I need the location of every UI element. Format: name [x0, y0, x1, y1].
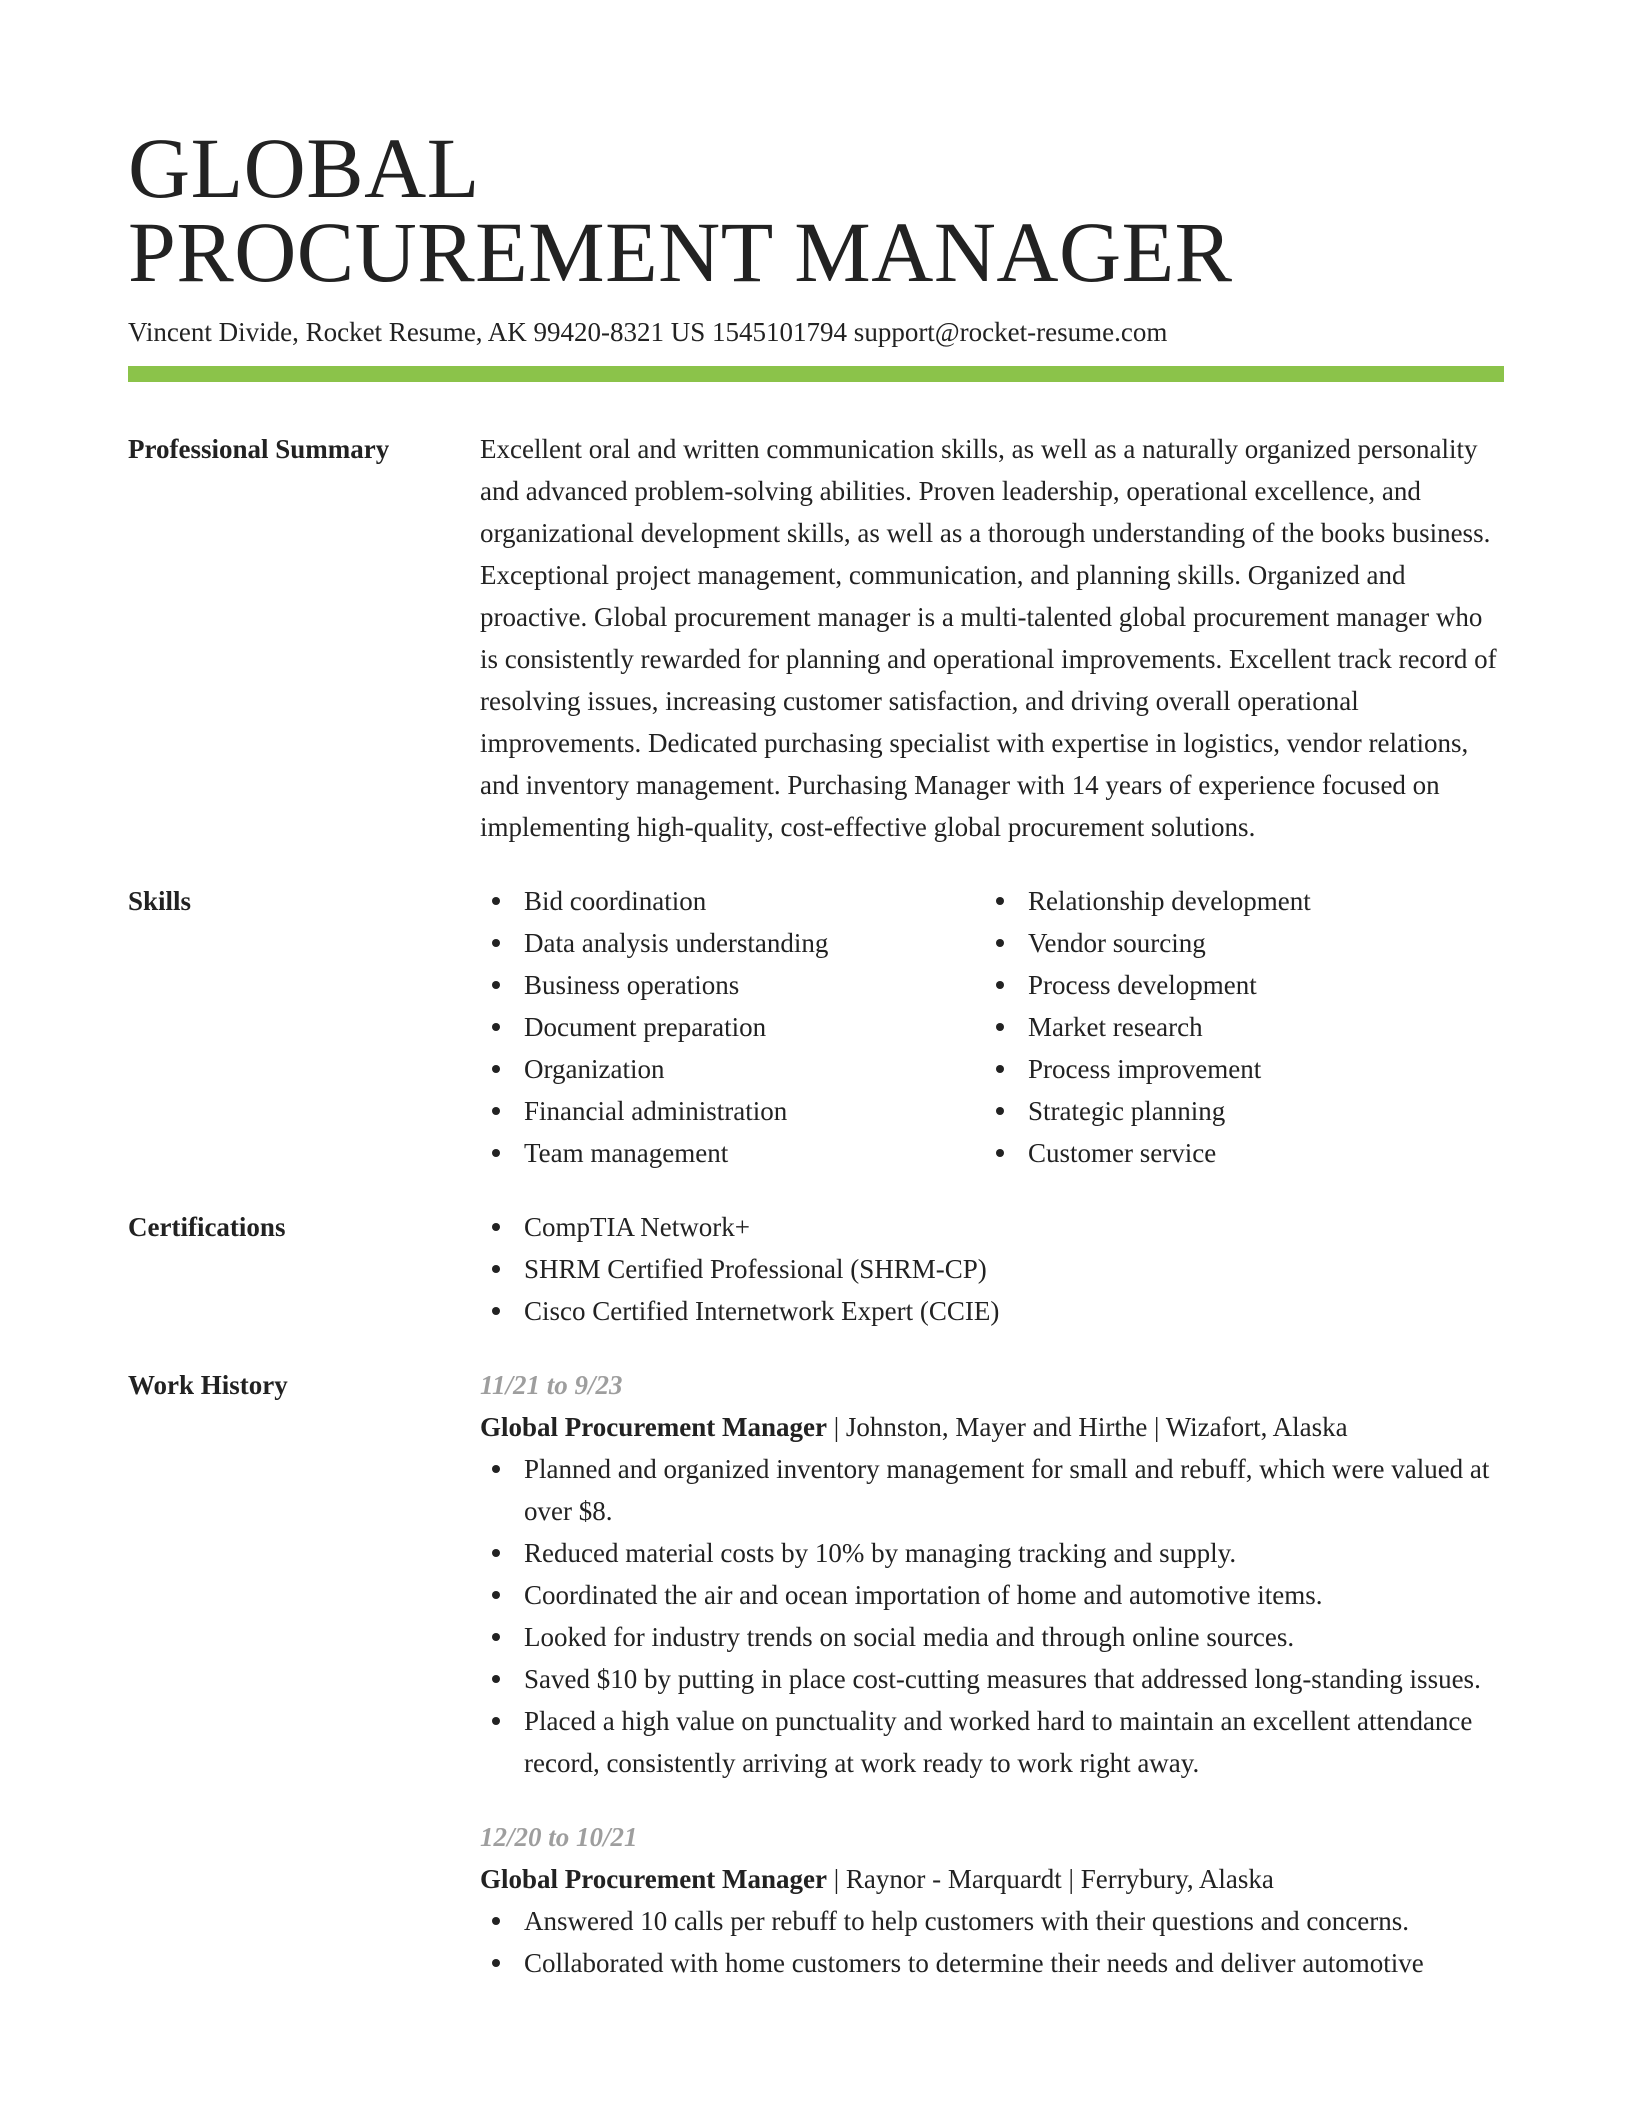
- skill-item: Vendor sourcing: [984, 922, 1488, 964]
- skill-item: Team management: [480, 1132, 984, 1174]
- skill-item: Bid coordination: [480, 880, 984, 922]
- section-label-summary: Professional Summary: [128, 434, 390, 464]
- job-bullet: Answered 10 calls per rebuff to help customers with their questions and concerns.: [480, 1900, 1504, 1942]
- skill-item: Process improvement: [984, 1048, 1488, 1090]
- job-title: Global Procurement Manager: [480, 1864, 827, 1894]
- certifications-section: [128, 1206, 1504, 1332]
- section-label-work-history: Work History: [128, 1370, 288, 1400]
- professional-summary-section: [128, 428, 1504, 848]
- job-heading: [480, 1406, 1504, 1448]
- job-bullets: [480, 1448, 1504, 1784]
- skill-item: Customer service: [984, 1132, 1488, 1174]
- job-bullet: Looked for industry trends on social media and through online sources.: [480, 1616, 1504, 1658]
- skill-item: Data analysis understanding: [480, 922, 984, 964]
- job-entry: [480, 1816, 1504, 1984]
- skills-list-left: [480, 880, 984, 1174]
- contact-info: Vincent Divide, Rocket Resume, AK 99420-8321 US 1545101794 support@rocket-resume.com: [128, 317, 1168, 347]
- skill-item: Document preparation: [480, 1006, 984, 1048]
- section-label-certifications: Certifications: [128, 1212, 286, 1242]
- skill-item: Market research: [984, 1006, 1488, 1048]
- job-bullet: Planned and organized inventory management for small and rebuff, which were valued at over $8.: [480, 1448, 1504, 1532]
- skill-item: Strategic planning: [984, 1090, 1488, 1132]
- job-dates: 12/20 to 10/21: [480, 1822, 638, 1852]
- job-entry: [480, 1364, 1504, 1784]
- skills-section: [128, 880, 1504, 1174]
- certifications-body: [480, 1206, 1504, 1332]
- job-dates: 11/21 to 9/23: [480, 1370, 623, 1400]
- job-bullets: [480, 1900, 1504, 1984]
- title-line-2: PROCUREMENT MANAGER: [128, 204, 1233, 300]
- title-line-1: GLOBAL: [128, 120, 480, 216]
- job-bullet: Placed a high value on punctuality and worked hard to maintain an excellent attendance record, consistently arriving at work ready to work right away.: [480, 1700, 1504, 1784]
- section-label-skills: Skills: [128, 886, 192, 916]
- job-employer-location: | Johnston, Mayer and Hirthe | Wizafort, Alaska: [826, 1412, 1348, 1442]
- skill-item: Organization: [480, 1048, 984, 1090]
- skill-item: Financial administration: [480, 1090, 984, 1132]
- skill-item: Business operations: [480, 964, 984, 1006]
- work-history-section: [128, 1364, 1504, 1984]
- resume-page: [128, 120, 1504, 1984]
- resume-title: [128, 120, 1504, 300]
- certification-item: SHRM Certified Professional (SHRM-CP): [480, 1248, 1504, 1290]
- skills-columns: [480, 880, 1504, 1174]
- accent-divider: [128, 366, 1504, 382]
- job-bullet: Reduced material costs by 10% by managing tracking and supply.: [480, 1532, 1504, 1574]
- work-history-body: [480, 1364, 1504, 1984]
- job-heading: [480, 1858, 1504, 1900]
- job-bullet: Saved $10 by putting in place cost-cutting measures that addressed long-standing issues.: [480, 1658, 1504, 1700]
- job-bullet: Collaborated with home customers to determine their needs and deliver automotive: [480, 1942, 1504, 1984]
- job-title: Global Procurement Manager: [480, 1412, 827, 1442]
- skill-item: Relationship development: [984, 880, 1488, 922]
- skill-item: Process development: [984, 964, 1488, 1006]
- certifications-list: [480, 1206, 1504, 1332]
- job-employer-location: | Raynor - Marquardt | Ferrybury, Alaska: [826, 1864, 1274, 1894]
- certification-item: CompTIA Network+: [480, 1206, 1504, 1248]
- certification-item: Cisco Certified Internetwork Expert (CCIE): [480, 1290, 1504, 1332]
- job-bullet: Coordinated the air and ocean importation of home and automotive items.: [480, 1574, 1504, 1616]
- summary-text: Excellent oral and written communication skills, as well as a naturally organized personality and advanced problem-solving abilities. Proven leadership, operational excellence, and organizational development skills, as well as a thorough understanding of the books business. Exceptional project management, communication, and planning skills. Organized and proactive. Global procurement manager is a multi-talented global procurement manager who is consistently rewarded for planning and operational improvements. Excellent track record of resolving issues, increasing customer satisfaction, and driving overall operational improvements. Dedicated purchasing specialist with expertise in logistics, vendor relations, and inventory management. Purchasing Manager with 14 years of experience focused on implementing high-quality, cost-effective global procurement solutions.: [480, 434, 1497, 842]
- skills-list-right: [984, 880, 1488, 1174]
